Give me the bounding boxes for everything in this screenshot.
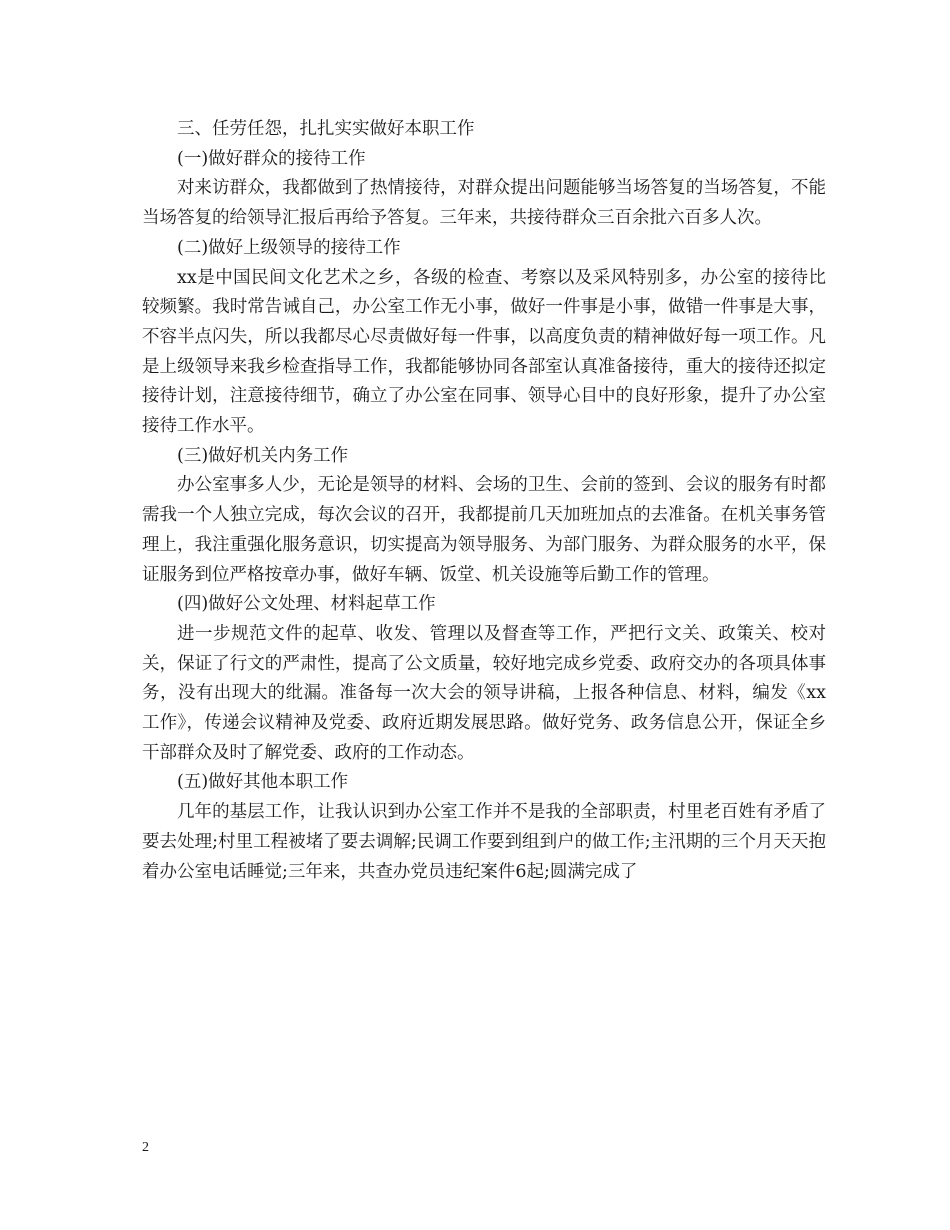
subsection-heading: (五)做好其他本职工作 xyxy=(177,772,349,793)
document-body xyxy=(142,115,826,887)
subsection-heading: (三)做好机关内务工作 xyxy=(177,445,349,466)
page-number: 2 xyxy=(142,1140,149,1155)
section-heading: 三、任劳任怨，扎扎实实做好本职工作 xyxy=(177,119,475,139)
body-paragraph: 几年的基层工作，让我认识到办公室工作并不是我的全部职责，村里老百姓有矛盾了要去处理;村里工程被堵了要去调解;民调工作要到组到户的做工作;主汛期的三个月天天抱着办公室电话睡觉;三年来，共查办党员违纪案件6起;圆满完成了 xyxy=(142,802,826,882)
subsection-heading: (二)做好上级领导的接待工作 xyxy=(177,237,401,258)
body-paragraph: 对来访群众，我都做到了热情接待，对群众提出问题能够当场答复的当场答复，不能当场答复的给领导汇报后再给予答复。三年来，共接待群众三百余批六百多人次。 xyxy=(142,178,826,229)
subsection-heading: (一)做好群众的接待工作 xyxy=(177,148,366,169)
body-paragraph: xx是中国民间文化艺术之乡，各级的检查、考察以及采风特别多，办公室的接待比较频繁。我时常告诫自己，办公室工作无小事，做好一件事是小事，做错一件事是大事，不容半点闪失，所以我都尽心尽责做好每一件事，以高度负责的精神做好每一项工作。凡是上级领导来我乡检查指导工作，我都能够协同各部室认真准备接待，重大的接待还拟定接待计划，注意接待细节，确立了办公室在同事、领导心目中的良好形象，提升了办公室接待工作水平。 xyxy=(142,267,826,437)
subsection-heading: (四)做好公文处理、材料起草工作 xyxy=(177,594,436,615)
body-paragraph: 办公室事多人少，无论是领导的材料、会场的卫生、会前的签到、会议的服务有时都需我一个人独立完成，每次会议的召开，我都提前几天加班加点的去准备。在机关事务管理上，我注重强化服务意识，切实提高为领导服务、为部门服务、为群众服务的水平，保证服务到位严格按章办事，做好车辆、饭堂、机关设施等后勤工作的管理。 xyxy=(142,475,826,585)
body-paragraph: 进一步规范文件的起草、收发、管理以及督查等工作，严把行文关、政策关、校对关，保证了行文的严肃性，提高了公文质量，较好地完成乡党委、政府交办的各项具体事务，没有出现大的纰漏。准备每一次大会的领导讲稿，上报各种信息、材料，编发《xx工作》，传递会议精神及党委、政府近期发展思路。做好党务、政务信息公开，保证全乡干部群众及时了解党委、政府的工作动态。 xyxy=(142,623,826,763)
